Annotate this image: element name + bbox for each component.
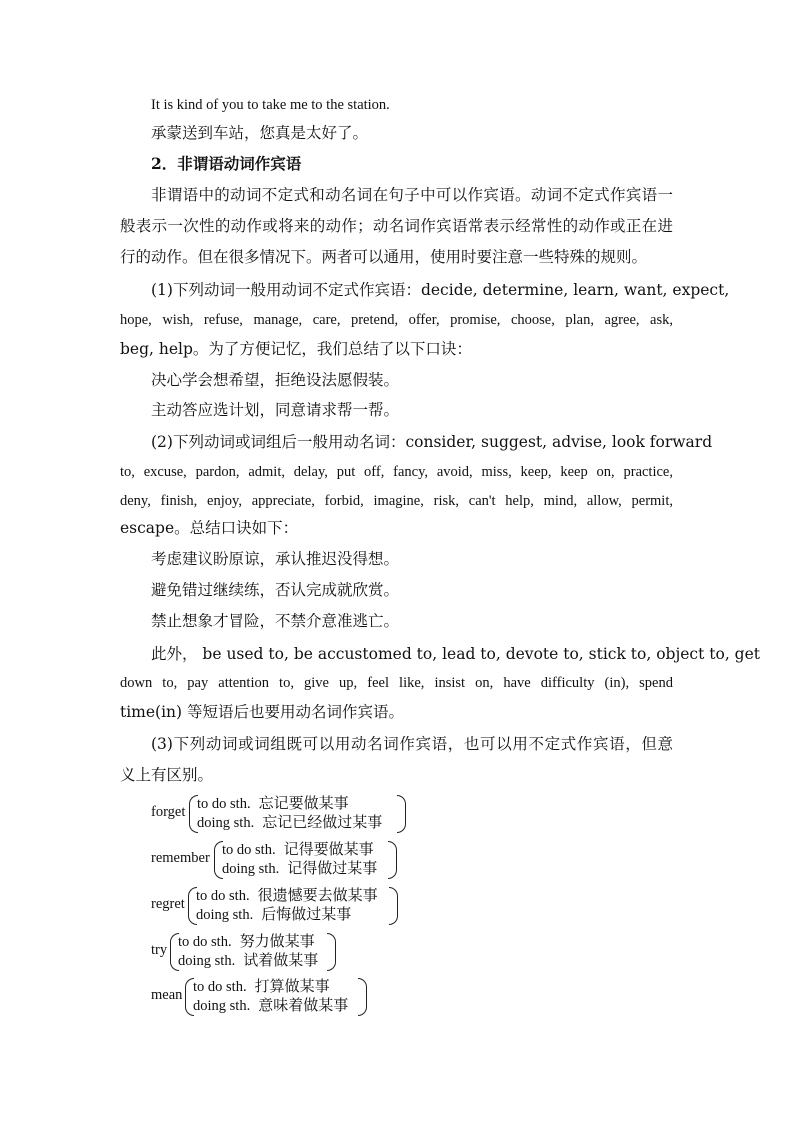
phrase-list-line: time(in) 等短语后也要用动名词作宾语。: [120, 703, 405, 721]
infinitive-meaning: 努力做某事: [239, 932, 315, 950]
verb-label: remember: [151, 850, 210, 866]
gerund-meaning: 记得做过某事: [287, 859, 378, 877]
mnemonic-line: 主动答应选计划，同意请求帮一帮。: [151, 401, 400, 419]
gerund-form: doing sth.: [222, 861, 280, 877]
gerund-form: doing sth.: [193, 998, 251, 1014]
infinitive-row: [222, 840, 374, 859]
right-brace: [389, 887, 398, 925]
example-sentence-en: It is kind of you to take me to the station.: [151, 97, 390, 113]
verb-pair-forget: [151, 794, 411, 834]
verb-pair-regret: [151, 886, 401, 926]
paragraph-line: 行的动作。但在很多情况下。两者可以通用，使用时要注意一些特殊的规则。: [120, 248, 648, 266]
mnemonic-line: 禁止想象才冒险，不禁介意准逃亡。: [151, 612, 400, 630]
verb-label: mean: [151, 987, 183, 1003]
infinitive-form: to do sth.: [222, 842, 276, 858]
rule-2-line: (2)下列动词或词组后一般用动名词：consider, suggest, advise, look forward: [151, 433, 713, 451]
rule-2-line: deny, finish, enjoy, appreciate, forbid, imagine, risk, can't help, mind, allow, permit,: [120, 493, 673, 509]
verb-pair-mean: [151, 977, 371, 1017]
gerund-row: [197, 813, 382, 832]
verb-label: regret: [151, 896, 185, 912]
verb-pair-try: [151, 932, 341, 972]
infinitive-meaning: 记得要做某事: [283, 840, 374, 858]
infinitive-meaning: 打算做某事: [254, 977, 330, 995]
gerund-form: doing sth.: [197, 815, 255, 831]
mnemonic-line: 考虑建议盼原谅，承认推迟没得想。: [151, 550, 400, 568]
infinitive-row: [178, 932, 315, 951]
gerund-row: [222, 859, 377, 878]
gerund-meaning: 试着做某事: [243, 951, 319, 969]
gerund-form: doing sth.: [178, 953, 236, 969]
gerund-row: [178, 951, 318, 970]
infinitive-row: [197, 794, 349, 813]
infinitive-meaning: 很遗憾要去做某事: [257, 886, 378, 904]
right-brace: [388, 841, 397, 879]
rule-1-line: (1)下列动词一般用动词不定式作宾语：decide, determine, learn, want, expect,: [151, 281, 730, 299]
verb-label: try: [151, 942, 168, 958]
gerund-meaning: 意味着做某事: [258, 996, 349, 1014]
right-brace: [327, 933, 336, 971]
rule-2-line: escape。总结口诀如下：: [120, 519, 299, 537]
infinitive-form: to do sth.: [196, 888, 250, 904]
mnemonic-line: 决心学会想希望，拒绝设法愿假装。: [151, 371, 400, 389]
infinitive-meaning: 忘记要做某事: [258, 794, 349, 812]
paragraph-line: 般表示一次性的动作或将来的动作；动名词作宾语常表示经常性的动作或正在进: [120, 217, 673, 235]
infinitive-form: to do sth.: [197, 796, 251, 812]
infinitive-row: [196, 886, 378, 905]
rule-3-line: (3)下列动词或词组既可以用动名词作宾语，也可以用不定式作宾语，但意: [151, 735, 673, 753]
mnemonic-line: 避免错过继续练，否认完成就欣赏。: [151, 581, 400, 599]
gerund-form: doing sth.: [196, 907, 254, 923]
verb-pair-remember: [151, 840, 401, 880]
verb-label: forget: [151, 804, 186, 820]
gerund-row: [193, 996, 348, 1015]
right-brace: [358, 978, 367, 1016]
rule-1-line: hope, wish, refuse, manage, care, pretend, offer, promise, choose, plan, agree, ask,: [120, 312, 673, 328]
paragraph-line: 非谓语中的动词不定式和动名词在句子中可以作宾语。动词不定式作宾语一: [151, 186, 673, 204]
gerund-meaning: 忘记已经做过某事: [262, 813, 383, 831]
rule-3-line: 义上有区别。: [120, 766, 214, 784]
gerund-row: [196, 905, 351, 924]
example-sentence-zh: 承蒙送到车站，您真是太好了。: [151, 124, 369, 142]
section-heading: 2．非谓语动词作宾语: [151, 154, 302, 173]
phrase-list-line: down to, pay attention to, give up, feel like, insist on, have difficulty (in), spend: [120, 675, 673, 691]
gerund-meaning: 后悔做过某事: [261, 905, 352, 923]
infinitive-row: [193, 977, 330, 996]
infinitive-form: to do sth.: [193, 979, 247, 995]
rule-1-line: beg, help。为了方便记忆，我们总结了以下口诀：: [120, 340, 472, 358]
rule-2-line: to, excuse, pardon, admit, delay, put off, fancy, avoid, miss, keep, keep on, practice,: [120, 464, 673, 480]
infinitive-form: to do sth.: [178, 934, 232, 950]
phrase-list-line: 此外， be used to, be accustomed to, lead to, devote to, stick to, object to, get: [151, 645, 761, 663]
right-brace: [397, 795, 406, 833]
